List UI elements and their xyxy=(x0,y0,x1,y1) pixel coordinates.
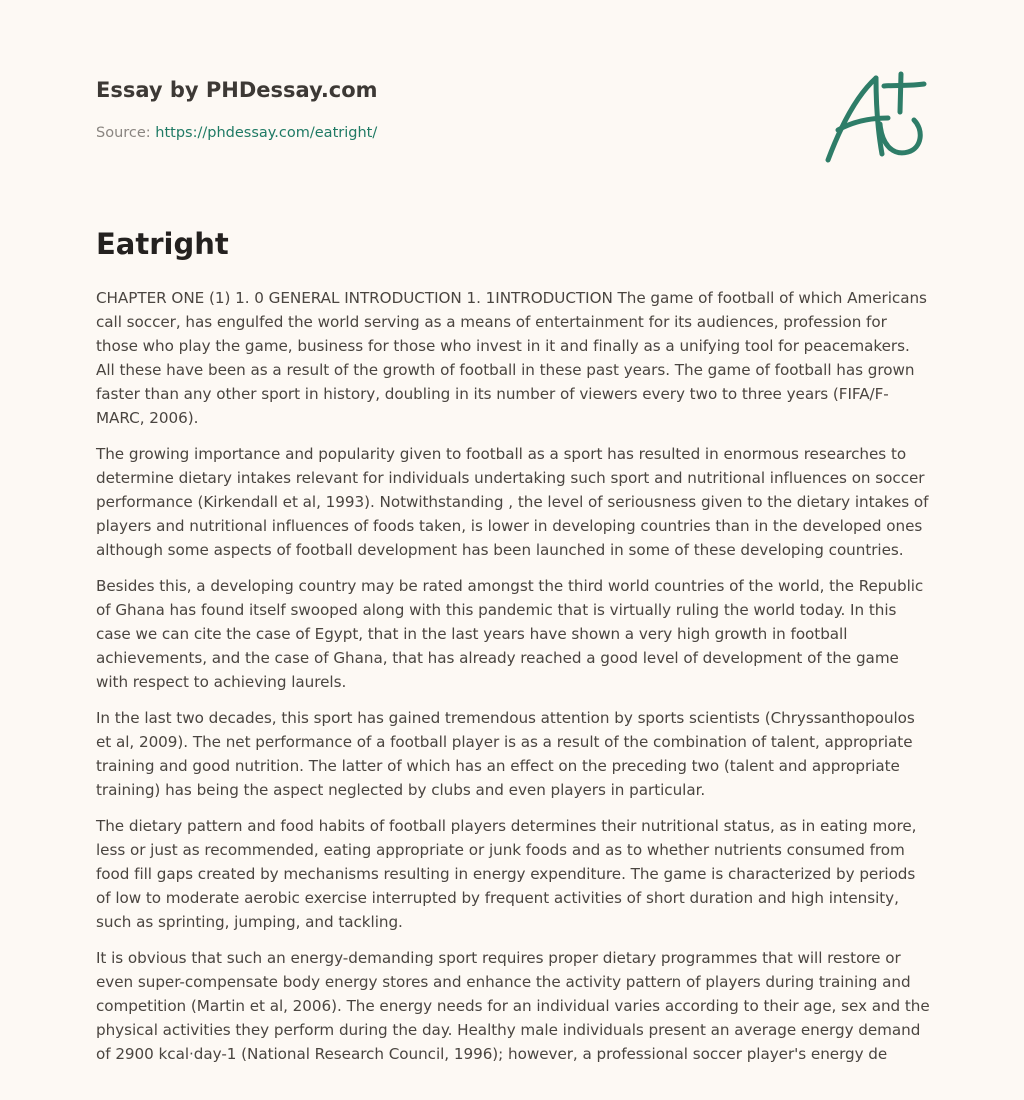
source-label: Source: xyxy=(96,125,151,141)
paragraph: The growing importance and popularity given to football as a sport has resulted in enormous researches to determine dietary intakes relevant for individuals undertaking such sport and nutritional influences on soccer performance (Kirkendall et al, 1993). Notwithstanding , the level of seriousness given to the dietary intakes of players and nutritional influences of foods taken, is lower in developing countries than in the developed ones although some aspects of football development has been launched in some of these developing countries. xyxy=(96,445,929,559)
paragraph: In the last two decades, this sport has gained tremendous attention by sports scientists (Chryssanthopoulos et al, 2009). The net performance of a football player is as a result of the combination of talent, appropriate training and good nutrition. The latter of which has an effect on the preceding two (talent and appropriate training) has being the aspect neglected by clubs and even players in particular. xyxy=(96,709,915,799)
paragraph: CHAPTER ONE (1) 1. 0 GENERAL INTRODUCTION 1. 1INTRODUCTION The game of football of which Americans call soccer, has engulfed the world serving as a means of entertainment for its audiences, profession for those who play the game, business for those who invest in it and finally as a unifying tool for peacemakers. All these have been as a result of the growth of football in these past years. The game of football has grown faster than any other sport in history, doubling in its number of viewers every two to three years (FIFA/F-MARC, 2006). xyxy=(96,289,927,427)
paragraph: The dietary pattern and food habits of football players determines their nutritional status, as in eating more, less or just as recommended, eating appropriate or junk foods and as to whether nutrients consumed from food fill gaps created by mechanisms resulting in energy expenditure. The game is characterized by periods of low to moderate aerobic exercise interrupted by frequent activities of short duration and high intensity, such as sprinting, jumping, and tackling. xyxy=(96,817,917,931)
source-line xyxy=(96,123,656,143)
source-link[interactable]: https://phdessay.com/eatright/ xyxy=(155,125,378,141)
site-title[interactable]: Essay by PHDessay.com xyxy=(96,78,378,102)
paragraph: It is obvious that such an energy-demanding sport requires proper dietary programmes that will restore or even super-compensate body energy stores and enhance the activity pattern of players during training and competition (Martin et al, 2006). The energy needs for an individual varies according to their age, sex and the physical activities they perform during the day. Healthy male individuals present an average energy demand of 2900 kcal·day-1 (National Research Council, 1996); however, a professional soccer player's energy de xyxy=(96,949,930,1063)
essay-title: Eatright xyxy=(96,227,229,261)
paragraph: Besides this, a developing country may be rated amongst the third world countries of the world, the Republic of Ghana has found itself swooped along with this pandemic that is virtually ruling the world today. In this case we can cite the case of Egypt, that in the last years have shown a very high growth in football achievements, and the case of Ghana, that has already reached a good level of development of the game with respect to achieving laurels. xyxy=(96,577,924,691)
header xyxy=(96,76,656,143)
a-plus-logo-icon xyxy=(818,66,930,166)
essay-body xyxy=(96,286,930,1078)
